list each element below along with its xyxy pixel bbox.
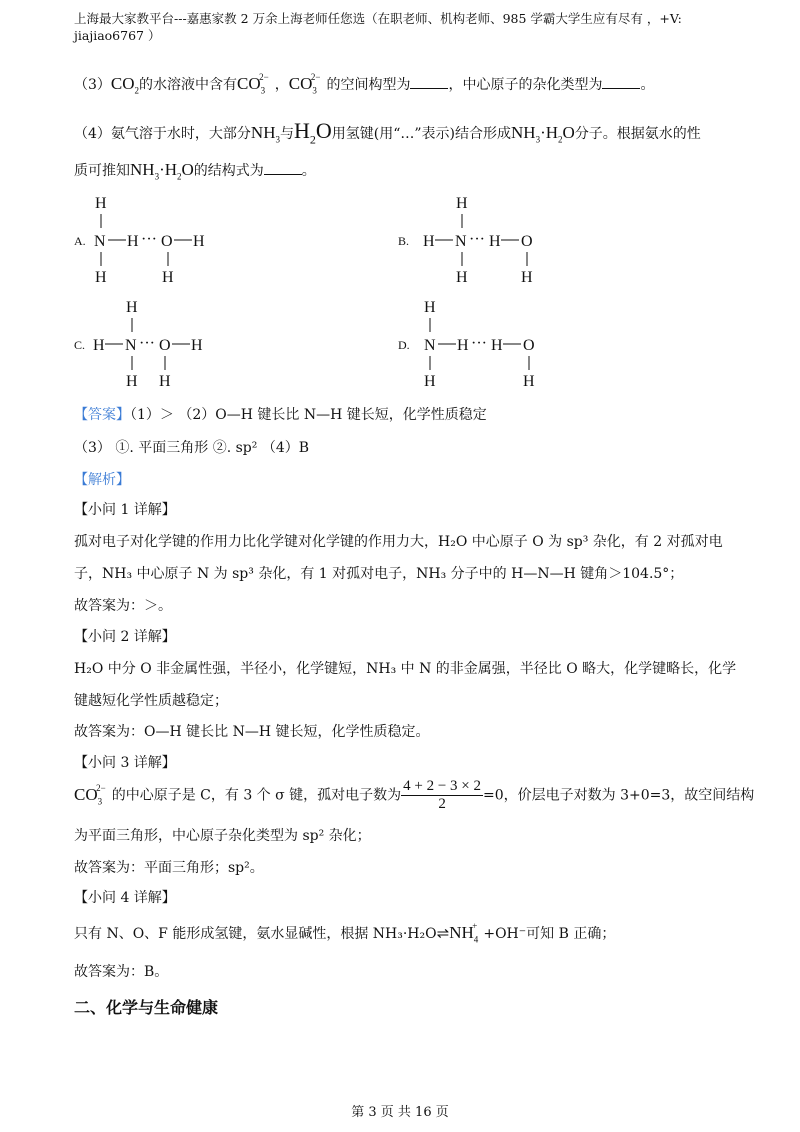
answer-blank <box>410 76 448 89</box>
sub4-answer: 故答案为：B。 <box>74 964 169 980</box>
answer-text-1: （1）＞ （2）O—H 键长比 N—H 键长短，化学性质稳定 <box>130 407 487 423</box>
svg-text:H: H <box>491 337 503 354</box>
analysis-tag: 【解析】 <box>74 472 130 488</box>
sub1-line-1: 孤对电子对化学键的作用力比化学键对化学键的作用力大，H₂O 中心原子 O 为 sp³ 杂化，有 2 对孤对电 <box>74 534 723 550</box>
sub3-answer: 故答案为：平面三角形；sp²。 <box>74 860 264 876</box>
nh3-h2o-formula-2: $NH_3\cdot H_2O$ <box>130 160 194 182</box>
answer-blank <box>602 76 640 89</box>
q4-text-1b: 与 <box>279 126 294 142</box>
co3-ion-formula-3: $CO_3^{2-}$ <box>74 782 106 806</box>
option-b-structure <box>420 190 560 290</box>
q4-text-2b: 的结构式为 <box>193 163 264 179</box>
option-b-label: B. <box>398 234 410 248</box>
svg-text:H: H <box>423 233 435 250</box>
q3-text-5: 。 <box>640 77 655 93</box>
sub3-line-2: 为平面三角形，中心原子杂化类型为 sp² 杂化； <box>74 828 371 844</box>
q4-text-2a: 质可推知 <box>74 163 130 179</box>
option-d-label: D. <box>398 338 410 352</box>
svg-text:H: H <box>489 233 501 250</box>
svg-text:O: O <box>521 233 533 250</box>
q4-text-1c: 用氢键(用“…”表示)结合形成 <box>331 126 512 142</box>
svg-text:H: H <box>456 195 468 212</box>
sub4-title: 【小问 4 详解】 <box>74 890 176 906</box>
q3-text-4: ，中心原子的杂化类型为 <box>448 77 603 93</box>
svg-text:···: ··· <box>141 231 157 248</box>
q4-text-1a: （4）氨气溶于水时，大部分 <box>74 126 251 142</box>
svg-text:H: H <box>95 269 107 286</box>
question-4-line-2 <box>74 160 316 180</box>
co3-ion-formula-2: $CO_3^{2-}$ <box>288 72 321 96</box>
q3-prefix: （3） <box>74 77 111 93</box>
svg-text:H: H <box>126 299 138 316</box>
answer-line-2: （3） ①. 平面三角形 ②. sp² （4）B <box>74 440 310 456</box>
page-header: 上海最大家教平台---嘉惠家教 2 万余上海老师任您选（在职老师、机构老师、985 学霸大学生应有尽有 ，+V: jiajiao6767 ） <box>74 11 682 43</box>
svg-text:H: H <box>523 373 535 390</box>
sub1-answer: 故答案为：＞。 <box>74 598 172 614</box>
svg-text:N: N <box>424 337 436 354</box>
equilibrium-arrow-icon: ⇌ <box>436 926 450 942</box>
svg-text:H: H <box>424 299 436 316</box>
svg-text:···: ··· <box>469 231 485 248</box>
sub4-text-1a: 只有 N、O、F 能形成氢键，氨水显碱性，根据 NH₃·H₂O <box>74 926 437 942</box>
page-footer: 第 3 页 共 16 页 <box>351 1105 449 1120</box>
sub2-line-1: H₂O 中分 O 非金属性强，半径小，化学键短，NH₃ 中 N 的非金属强，半径比 O 略大，化学键略长，化学 <box>74 661 737 677</box>
fraction-denominator: 2 <box>438 796 446 812</box>
h2o-formula: $H_2O$ <box>293 118 332 147</box>
co3-ion-formula: $CO_3^{2-}$ <box>237 72 269 96</box>
svg-text:H: H <box>127 233 139 250</box>
sub4-line-1 <box>74 923 615 943</box>
co2-formula: $CO_2$ <box>110 74 140 96</box>
svg-text:O: O <box>161 233 173 250</box>
option-c-label: C. <box>74 338 86 352</box>
nh4-ion-formula: $NH_4^+$ <box>449 921 479 945</box>
q3-text-2: ， <box>274 77 289 93</box>
answer-line-1 <box>74 404 487 424</box>
svg-text:H: H <box>521 269 533 286</box>
option-d-structure <box>420 294 560 394</box>
sub2-title: 【小问 2 详解】 <box>74 629 176 645</box>
sub2-line-2: 键越短化学性质越稳定； <box>74 693 228 709</box>
answer-blank <box>264 162 302 175</box>
svg-text:H: H <box>159 373 171 390</box>
nh3-formula: $NH_3$ <box>250 123 280 145</box>
svg-text:N: N <box>94 233 106 250</box>
svg-text:H: H <box>193 233 205 250</box>
svg-text:O: O <box>159 337 171 354</box>
sub1-line-2: 子，NH₃ 中心原子 N 为 sp³ 杂化，有 1 对孤对电子，NH₃ 分子中的 H—N—H 键角＞104.5°； <box>74 566 684 582</box>
q4-text-2c: 。 <box>301 163 316 179</box>
sub3-text-1a: 的中心原子是 C，有 3 个 σ 键，孤对电子数为 <box>111 787 402 804</box>
answer-tag: 【答案】 <box>74 407 130 423</box>
sub3-title: 【小问 3 详解】 <box>74 755 176 771</box>
svg-text:···: ··· <box>139 335 155 352</box>
svg-text:···: ··· <box>471 335 487 352</box>
lone-pair-fraction <box>401 778 483 813</box>
svg-text:H: H <box>424 373 436 390</box>
svg-text:H: H <box>456 269 468 286</box>
sub3-text-1b: =0，价层电子对数为 3+0=3，故空间结构 <box>483 787 755 804</box>
section-title: 二、化学与生命健康 <box>74 998 219 1017</box>
question-3 <box>74 74 654 94</box>
svg-text:N: N <box>125 337 137 354</box>
sub4-text-1b: +OH⁻可知 B 正确； <box>483 926 616 942</box>
svg-text:H: H <box>95 195 107 212</box>
svg-text:H: H <box>93 337 105 354</box>
sub2-answer: 故答案为：O—H 键长比 N—H 键长短，化学性质稳定。 <box>74 724 430 740</box>
nh3-h2o-formula: $NH_3\cdot H_2O$ <box>511 123 575 145</box>
svg-text:H: H <box>126 373 138 390</box>
q3-text-1: 的水溶液中含有 <box>139 77 238 93</box>
q4-text-1d: 分子。根据氨水的性 <box>574 126 701 142</box>
option-a-structure <box>90 190 230 290</box>
svg-text:N: N <box>455 233 467 250</box>
fraction-numerator: 4 + 2 − 3 × 2 <box>403 778 482 794</box>
sub3-line-1 <box>74 778 754 813</box>
sub1-title: 【小问 1 详解】 <box>74 502 176 518</box>
option-c-structure <box>90 294 230 394</box>
option-a-label: A. <box>74 234 86 248</box>
q3-text-3: 的空间构型为 <box>326 77 411 93</box>
question-4-line-1 <box>74 118 701 147</box>
svg-text:O: O <box>523 337 535 354</box>
svg-text:H: H <box>162 269 174 286</box>
svg-text:H: H <box>457 337 469 354</box>
svg-text:H: H <box>191 337 203 354</box>
